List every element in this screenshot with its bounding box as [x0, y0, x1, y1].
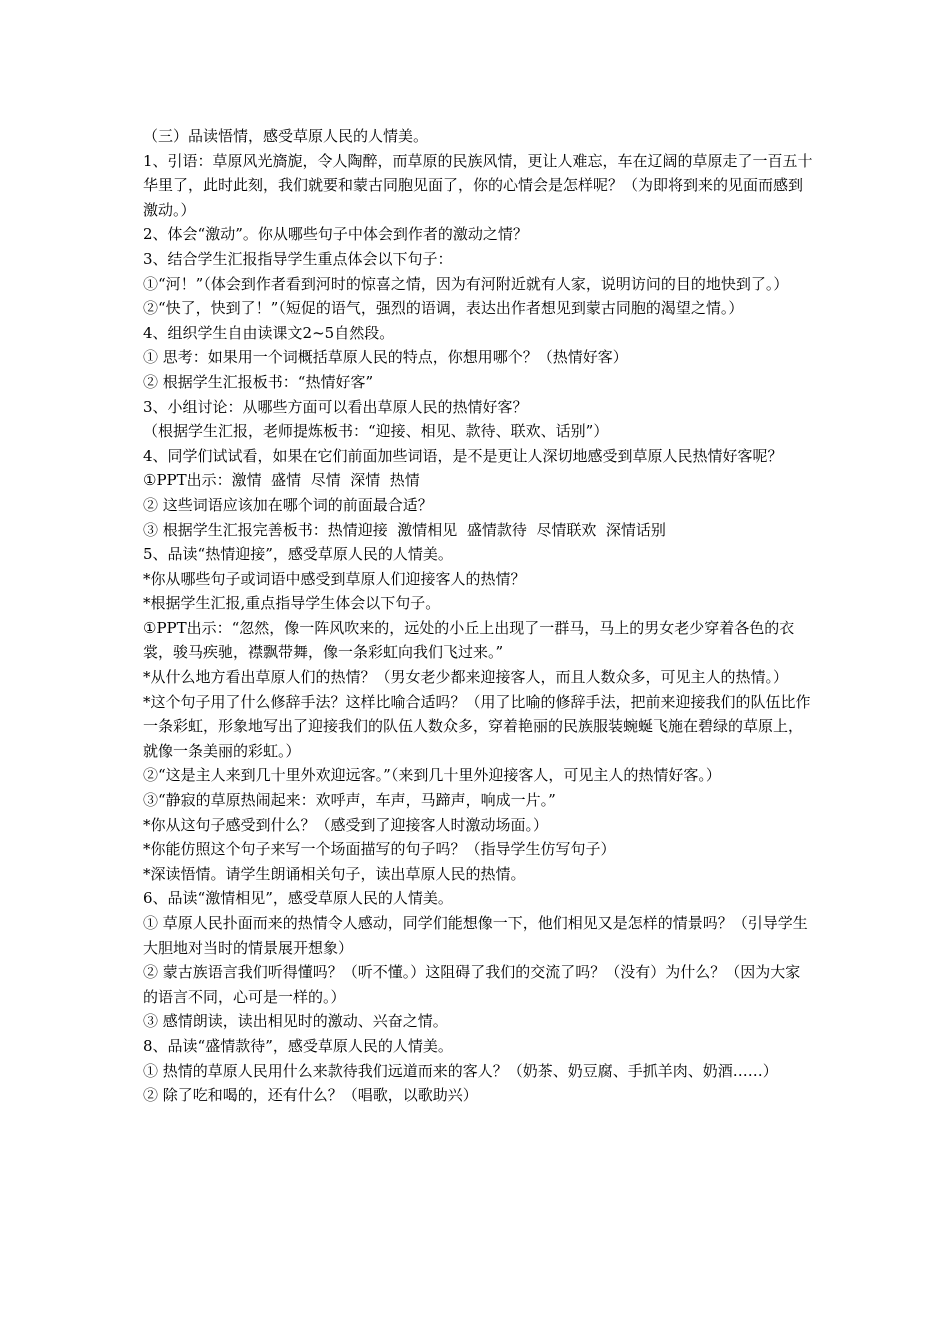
paragraph-item: ② 蒙古族语言我们听得懂吗？（听不懂。）这阻碍了我们的交流了吗？（没有）为什么？（因为大家的语言不同，心可是一样的。） [143, 963, 801, 1006]
paragraph-bullet: *深读悟情。请学生朗诵相关句子，读出草原人民的热情。 [143, 864, 526, 883]
paragraph-bullet: *你从哪些句子或词语中感受到草原人们迎接客人的热情？ [143, 569, 526, 588]
paragraph-item: ① 思考：如果用一个词概括草原人民的特点，你想用哪个？（热情好客） [143, 348, 628, 367]
document-body [143, 124, 813, 1108]
paragraph-item: ② 根据学生汇报板书：“热情好客” [143, 372, 374, 391]
paragraph-step: 2、体会“激动”。你从哪些句子中体会到作者的激动之情？ [143, 225, 528, 244]
paragraph-item: ① 草原人民扑面而来的热情令人感动，同学们能想像一下，他们相见又是怎样的情景吗？（引导学生大胆地对当时的情景展开想象） [143, 914, 808, 957]
paragraph-step: 4、组织学生自由读课文2~5自然段。 [143, 323, 395, 342]
paragraph-item: ② 这些词语应该加在哪个词的前面最合适？ [143, 495, 433, 514]
paragraph-item: ②“这是主人来到几十里外欢迎远客。”（来到几十里外迎接客人，可见主人的热情好客。） [143, 766, 721, 785]
paragraph-item: ②“快了，快到了！”（短促的语气，强烈的语调，表达出作者想见到蒙古同胞的渴望之情。） [143, 299, 744, 318]
paragraph-step: 8、品读“盛情款待”，感受草原人民的人情美。 [143, 1036, 453, 1055]
paragraph-step: 3、小组讨论：从哪些方面可以看出草原人民的热情好客？ [143, 397, 528, 416]
paragraph-item: ①PPT出示：激情 盛情 尽情 深情 热情 [143, 471, 420, 490]
paragraph-bullet: *根据学生汇报,重点指导学生体会以下句子。 [143, 594, 441, 613]
paragraph-item: ③ 根据学生汇报完善板书：热情迎接 激情相见 盛情款待 尽情联欢 深情话别 [143, 520, 666, 539]
paragraph-bullet: *这个句子用了什么修辞手法？这样比喻合适吗？（用了比喻的修辞手法，把前来迎接我们的队伍比作一条彩虹，形象地写出了迎接我们的队伍人数众多，穿着艳丽的民族服装蜿蜒飞施在碧绿的草原上，就像一条美丽的彩虹。） [143, 692, 811, 760]
paragraph-bullet: *从什么地方看出草原人们的热情？（男女老少都来迎接客人，而且人数众多，可见主人的热情。） [143, 668, 789, 687]
paragraph-note: （根据学生汇报，老师提炼板书：“迎接、相见、款待、联欢、话别”） [143, 422, 609, 441]
paragraph-step: 6、品读“激情相见”，感受草原人民的人情美。 [143, 889, 453, 908]
paragraph-item: ② 除了吃和喝的，还有什么？（唱歌，以歌助兴） [143, 1086, 478, 1105]
paragraph-intro: 1、引语：草原风光旖旎，令人陶醉，而草原的民族风情，更让人难忘，车在辽阔的草原走了一百五十华里了，此时此刻，我们就要和蒙古同胞见面了，你的心情会是怎样呢？（为即将到来的见面而感到激动。） [143, 151, 813, 219]
section-heading: （三）品读悟情，感受草原人民的人情美。 [143, 127, 429, 145]
paragraph-item: ③“静寂的草原热闹起来：欢呼声，车声，马蹄声，响成一片。” [143, 791, 556, 810]
paragraph-bullet: *你能仿照这个句子来写一个场面描写的句子吗？（指导学生仿写句子） [143, 840, 616, 859]
paragraph-item: ①“河！”（体会到作者看到河时的惊喜之情，因为有河附近就有人家，说明访问的目的地快到了。） [143, 274, 789, 293]
paragraph-bullet: *你从这句子感受到什么？（感受到了迎接客人时激动场面。） [143, 815, 549, 834]
paragraph-step: 5、品读“热情迎接”，感受草原人民的人情美。 [143, 545, 453, 564]
paragraph-item: ① 热情的草原人民用什么来款待我们远道而来的客人？（奶茶、奶豆腐、手抓羊肉、奶酒……） [143, 1061, 778, 1080]
paragraph-item: ③ 感情朗读，读出相见时的激动、兴奋之情。 [143, 1012, 448, 1031]
paragraph-step: 3、结合学生汇报指导学生重点体会以下句子： [143, 249, 453, 268]
paragraph-item: ①PPT出示：“忽然，像一阵风吹来的，远处的小丘上出现了一群马，马上的男女老少穿着各色的衣裳，骏马疾驰，襟飘带舞，像一条彩虹向我们飞过来。” [143, 618, 795, 662]
paragraph-step: 4、同学们试试看，如果在它们前面加些词语，是不是更让人深切地感受到草原人民热情好客呢？ [143, 446, 783, 465]
